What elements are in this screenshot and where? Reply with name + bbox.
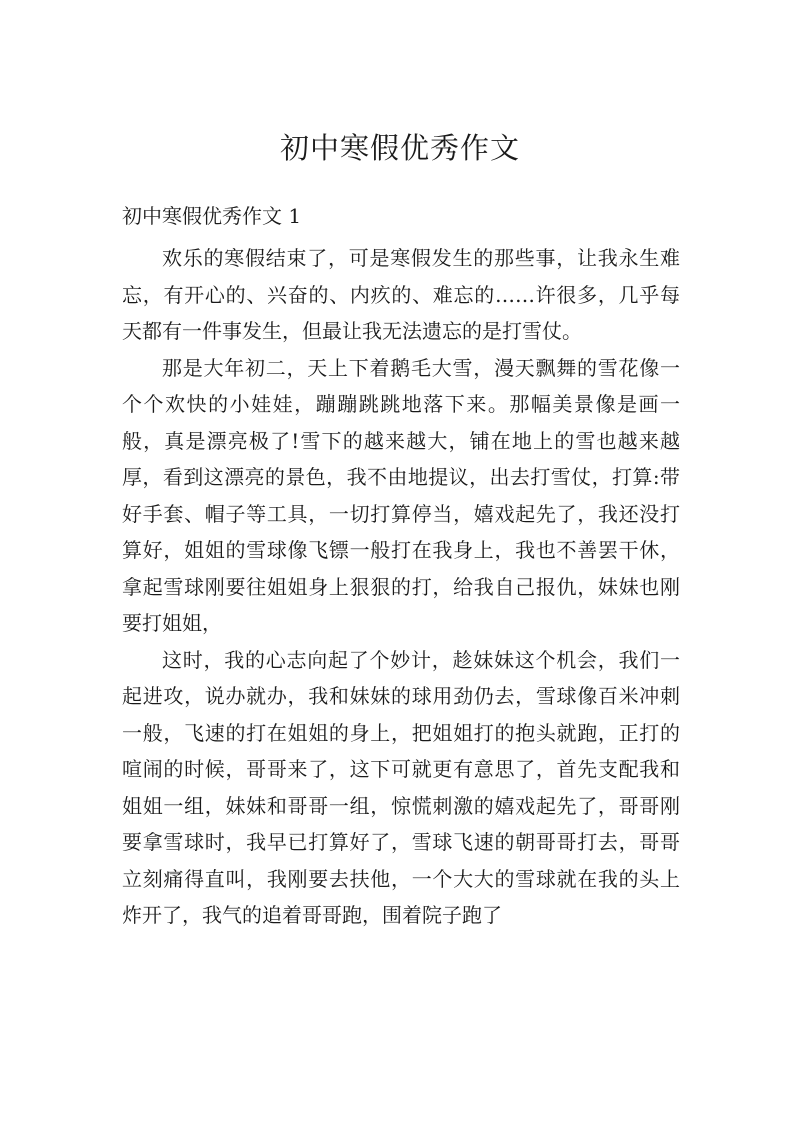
paragraph-1: 欢乐的寒假结束了，可是寒假发生的那些事，让我永生难忘，有开心的、兴奋的、内疚的、难忘的……许很多，几乎每天都有一件事发生，但最让我无法遗忘的是打雪仗。 (122, 246, 680, 343)
essay-subtitle: 初中寒假优秀作文 1 (122, 204, 302, 228)
document-title: 初中寒假优秀作文 (279, 131, 520, 165)
essay-body (122, 240, 680, 934)
paragraph-2: 那是大年初二，天上下着鹅毛大雪，漫天飘舞的雪花像一个个欢快的小娃娃，蹦蹦跳跳地落下来。那幅美景像是画一般，真是漂亮极了!雪下的越来越大，铺在地上的雪也越来越厚，看到这漂亮的景色，我不由地提议，出去打雪仗，打算:带好手套、帽子等工具，一切打算停当，嬉戏起先了，我还没打算好，姐姐的雪球像飞镖一般打在我身上，我也不善罢干休，拿起雪球刚要往姐姐身上狠狠的打，给我自己报仇，妹妹也刚要打姐姐， (122, 355, 680, 635)
paragraph-3: 这时，我的心志向起了个妙计，趁妹妹这个机会，我们一起进攻，说办就办，我和妹妹的球用劲仍去，雪球像百米冲刺一般，飞速的打在姐姐的身上，把姐姐打的抱头就跑，正打的喧闹的时候，哥哥来了，这下可就更有意思了，首先支配我和姐姐一组，妹妹和哥哥一组，惊慌刺激的嬉戏起先了，哥哥刚要拿雪球时，我早已打算好了，雪球飞速的朝哥哥打去，哥哥立刻痛得直叫，我刚要去扶他，一个大大的雪球就在我的头上炸开了，我气的追着哥哥跑，围着院子跑了 (122, 647, 680, 927)
